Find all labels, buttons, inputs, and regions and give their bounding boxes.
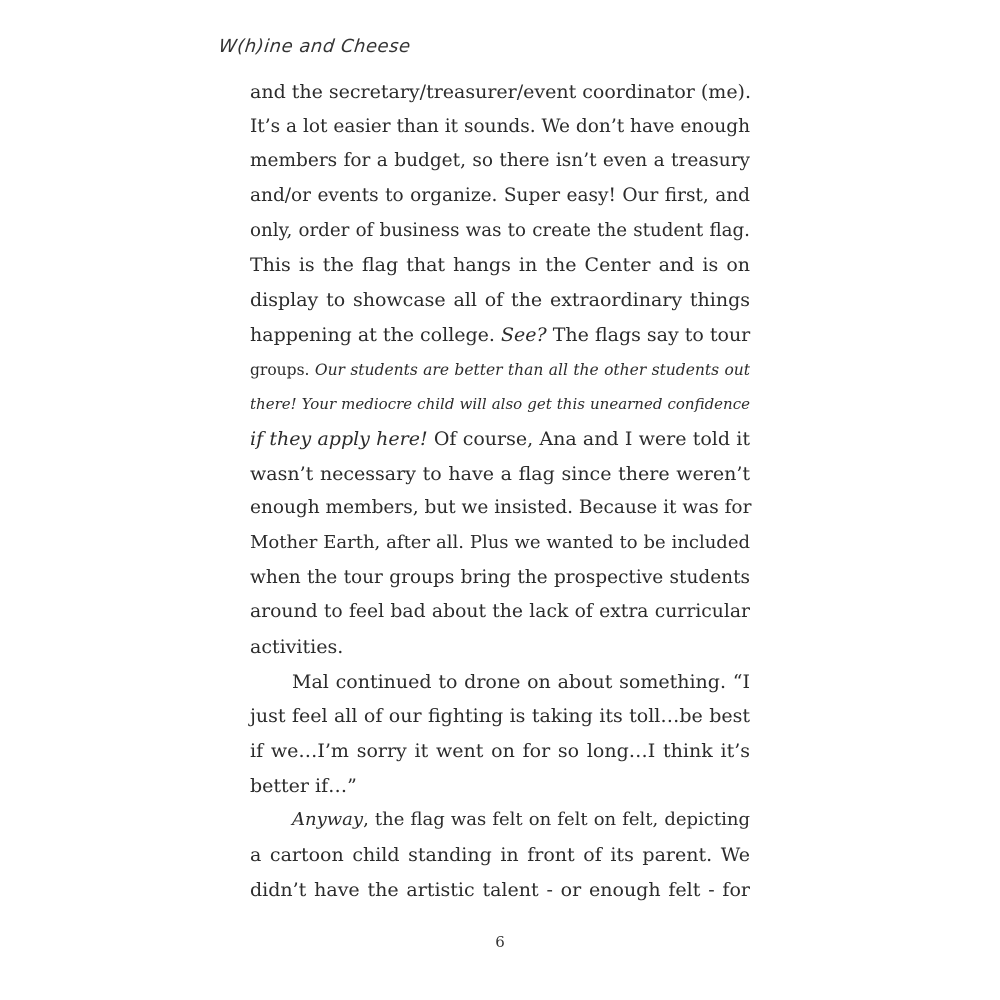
text-line [250, 630, 750, 665]
body-text [250, 75, 750, 908]
text-segment: Mother Earth, after all. Plus we wanted to be included [250, 531, 750, 553]
text-line [250, 595, 750, 630]
text-line [250, 699, 750, 734]
paragraph [250, 665, 750, 804]
text-line [250, 75, 750, 110]
text-segment: just feel all of our fighting is taking its toll…be best [250, 705, 750, 728]
text-segment: better if…” [250, 774, 357, 797]
text-line [250, 422, 750, 457]
text-line [250, 561, 750, 596]
text-segment: It’s a lot easier than it sounds. We don’t have enough [250, 115, 750, 137]
text-line [250, 873, 750, 908]
running-header: W(h)ine and Cheese [217, 36, 412, 57]
text-segment: The flags say to tour [546, 323, 751, 346]
text-line [250, 491, 750, 526]
paragraph [250, 75, 750, 665]
text-segment: , the flag was felt on felt on felt, depicting [363, 809, 750, 831]
text-segment: around to feel bad about the lack of extra curricular [250, 601, 750, 623]
text-segment: members for a budget, so there isn’t even a treasury [250, 150, 750, 172]
italic-text: there! Your mediocre child will also get this unearned confidence [250, 395, 750, 414]
text-line [250, 353, 750, 388]
text-segment: This is the flag that hangs in the Center and is on [250, 254, 750, 277]
text-line [250, 838, 750, 873]
text-segment: when the tour groups bring the prospective students [250, 566, 750, 588]
text-segment: didn’t have the artistic talent - or enough felt - for [250, 878, 750, 901]
paragraph [250, 803, 750, 907]
text-segment: display to showcase all of the extraordinary things [250, 289, 750, 312]
text-segment: only, order of business was to create the student flag. [250, 219, 750, 241]
text-segment: happening at the college. [250, 323, 502, 346]
text-line [250, 526, 750, 561]
text-line [250, 803, 750, 838]
text-segment: groups. [250, 360, 315, 379]
text-segment: activities. [250, 636, 344, 658]
page-number: 6 [495, 933, 505, 951]
text-segment: if we…I’m sorry it went on for so long…I think it’s [250, 740, 750, 763]
text-segment: Of course, Ana and I were told it [427, 427, 750, 450]
text-segment: and/or events to organize. Super easy! Our first, and [250, 185, 750, 207]
text-line [250, 214, 750, 249]
text-line [250, 457, 750, 492]
text-segment: wasn’t necessary to have a flag since there weren’t [250, 462, 750, 485]
text-line [250, 144, 750, 179]
text-line [250, 283, 750, 318]
text-segment: a cartoon child standing in front of its parent. We [250, 844, 750, 867]
text-line [250, 179, 750, 214]
text-line [250, 318, 750, 353]
italic-text: if they apply here! [250, 427, 428, 450]
text-line [250, 665, 750, 700]
italic-text: Our students are better than all the other students out [314, 360, 750, 379]
text-line [250, 248, 750, 283]
text-segment: enough members, but we insisted. Because it was for [250, 497, 752, 519]
text-segment: and the secretary/treasurer/event coordinator (me). [250, 81, 752, 103]
text-segment: Mal continued to drone on about something. “I [292, 670, 750, 693]
text-line [250, 769, 750, 804]
text-line [250, 110, 750, 145]
text-line [250, 387, 750, 422]
italic-text: See? [501, 323, 547, 346]
italic-text: Anyway [292, 809, 364, 831]
text-line [250, 734, 750, 769]
